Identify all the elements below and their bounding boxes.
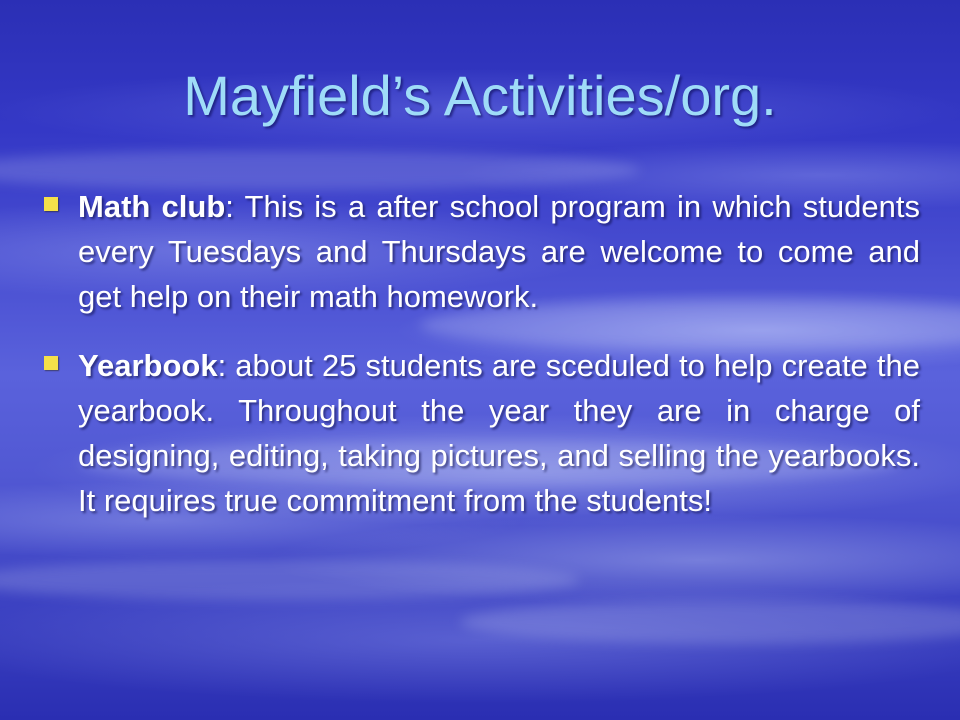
cloud-streak: [460, 600, 960, 644]
square-bullet-icon: [44, 356, 58, 370]
bullet-text: : This is a after school program in which students every Tuesdays and Thursdays are welcome to come and get help on their math homework.: [78, 189, 920, 314]
bullet-term: Math club: [78, 189, 226, 224]
bullet-item-yearbook: [40, 343, 920, 523]
bullet-text: : about 25 students are sceduled to help create the yearbook. Throughout the year they are in charge of designing, editing, taking pictures, and selling the yearbooks. It requires true commitment from the students!: [78, 348, 920, 518]
bullet-term: Yearbook: [78, 348, 218, 383]
cloud-streak: [0, 560, 580, 600]
square-bullet-icon: [44, 197, 58, 211]
bullet-list: [40, 184, 920, 547]
slide-title: Mayfield’s Activities/org.: [183, 64, 777, 127]
bullet-item-math-club: [40, 184, 920, 319]
